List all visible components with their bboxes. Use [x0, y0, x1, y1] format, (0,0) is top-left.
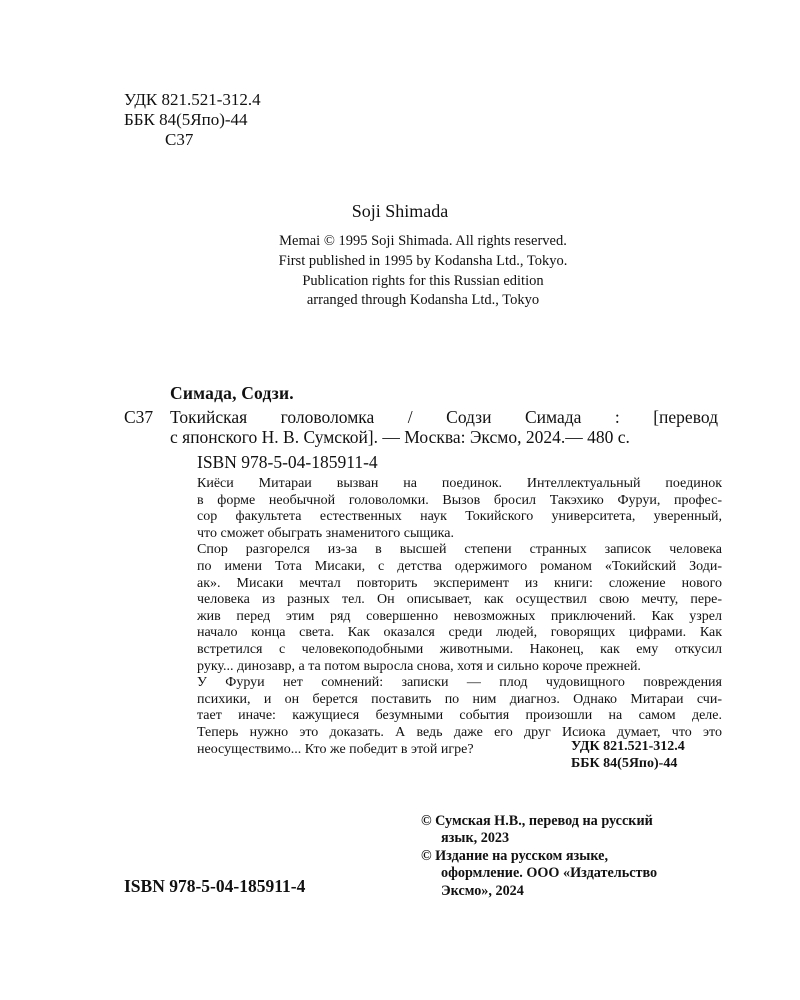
- annotation-line: У Фуруи нет сомнений: записки — плод чудовищного повреждения: [197, 675, 722, 691]
- copyright-line: язык, 2023: [441, 830, 510, 847]
- copyright-line: Эксмо», 2024: [441, 882, 524, 899]
- rights-line: First published in 1995 by Kodansha Ltd., Tokyo.: [278, 252, 568, 269]
- bbk-code: ББК 84(5Япо)-44: [124, 110, 248, 129]
- annotation-paragraph: [170, 542, 722, 675]
- author-mark: С37: [165, 130, 194, 149]
- catalog-title: [170, 407, 718, 447]
- classification-codes: [124, 90, 261, 150]
- annotation-line: неосуществимо... Кто же победит в этой игре?: [197, 741, 474, 757]
- udk-code: УДК 821.521-312.4: [571, 739, 685, 754]
- copyright-line: © Издание на русском языке,: [421, 847, 608, 864]
- annotation: [170, 476, 722, 758]
- annotation-line: Киёси Митараи вызван на поединок. Интеллектуальный поединок: [197, 476, 722, 491]
- annotation-line: в форме необычной головоломки. Вызов бросил Такэхико Фуруи, профес-: [197, 492, 722, 508]
- annotation-line: встретился с человекоподобными животными. Наконец, как ему откусил: [197, 641, 722, 657]
- annotation-line: ак». Мисаки мечтал повторить эксперимент из книги: сложение нового: [197, 575, 722, 591]
- annotation-line: человека из разных тел. Он описывает, как осуществил свою мечту, пере-: [197, 592, 722, 608]
- catalog-title-line: с японского Н. В. Сумской]. — Москва: Эксмо, 2024.— 480 с.: [170, 427, 630, 447]
- author-name-english: Soji Shimada: [351, 201, 449, 221]
- annotation-line: Спор разгорелся из-за в высшей степени странных записок человека: [197, 542, 722, 558]
- copyright-block: [421, 813, 731, 900]
- annotation-paragraph: [170, 476, 722, 542]
- rights-line: Publication rights for this Russian edition: [302, 272, 544, 289]
- catalog-author: Симада, Содзи.: [170, 383, 294, 403]
- annotation-line: психики, и он берется поставить по ним диагноз. Однако Митараи счи-: [197, 691, 722, 707]
- rights-line: arranged through Kodansha Ltd., Tokyo: [306, 292, 540, 309]
- annotation-line: что сможет обыграть знаменитого сыщика.: [197, 525, 454, 541]
- rights-notice: [0, 232, 800, 311]
- rights-line: Memai © 1995 Soji Shimada. All rights reserved.: [279, 233, 567, 249]
- catalog-code: С37: [124, 407, 154, 427]
- annotation-line: Теперь нужно это доказать. А ведь даже его друг Исиока думает, что это: [197, 724, 722, 740]
- copyright-line: оформление. ООО «Издательство: [441, 865, 658, 882]
- copyright-line: © Сумская Н.В., перевод на русский: [421, 813, 653, 829]
- annotation-line: тает иначе: кажущиеся безумными события произошли на самом деле.: [197, 708, 722, 724]
- catalog-title-line: Токийская головоломка / Содзи Симада : [перевод: [170, 407, 718, 427]
- isbn-bottom: ISBN 978-5-04-185911-4: [124, 876, 306, 896]
- udk-code: УДК 821.521-312.4: [124, 90, 261, 109]
- classification-codes-repeat: [571, 738, 685, 772]
- annotation-line: жив перед этим ряд совершенно невозможных приключений. Как узрел: [197, 608, 722, 624]
- annotation-line: начало конца света. Как оказался среди людей, говорящих цифрами. Как: [197, 625, 722, 641]
- annotation-line: по имени Тота Мисаки, с детства одержимого романом «Токийский Зоди-: [197, 558, 722, 574]
- bbk-code: ББК 84(5Япо)-44: [571, 756, 678, 771]
- annotation-line: руку... динозавр, а та потом выросла снова, хотя и сильно короче прежней.: [197, 658, 641, 674]
- annotation-line: сор факультета естественных наук Токийского университета, уверенный,: [197, 509, 722, 525]
- catalog-isbn: ISBN 978-5-04-185911-4: [197, 452, 378, 472]
